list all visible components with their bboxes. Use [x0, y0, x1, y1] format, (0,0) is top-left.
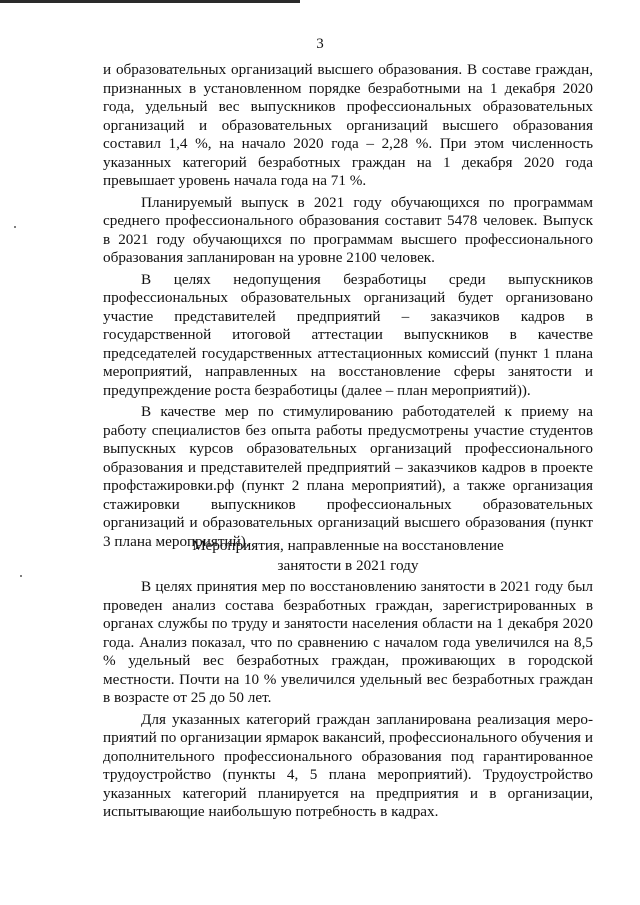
scan-speck [14, 226, 16, 228]
page-number: 3 [316, 36, 324, 52]
scan-speck [20, 575, 22, 577]
paragraph-continuation: и образовательных организаций высшего образования. В составе граждан, признанных в установленном порядке безработными на 1 декабря 2020 года, удельный вес выпускников профессиональных образовательных организаций и образовательных организаций высшего образования составил 1,4 %, на начало 2020 года – 2,28 %. При этом численность указанных категорий безработных граждан на 1 декабря 2020 года превышает уровень начала года на 71 %. [103, 61, 593, 189]
section-heading-line-1: Мероприятия, направленные на восстановление [192, 537, 504, 554]
section-heading-line-2: занятости в 2021 году [277, 557, 419, 574]
paragraph-unemployment-prevention: В целях недопущения безработицы среди выпускников профессиональных образовательных организаций будет организовано участие представителей предприятий – заказчиков кадров в государственной итоговой аттестации выпускников в качестве председателей государственных аттестационных комиссий (пункт 1 плана мероприятий, направленных на восстановление сферы занятости и предупреждение роста безработицы (далее – план мероприятий)). [103, 270, 593, 399]
paragraph-planned-measures: Для указанных категорий граждан запланирована реализация мероприятий по организации ярмарок вакансий, профессионального обучения и дополнительного профессионального образования под гарантированное трудоустройство (пункты 4, 5 плана мероприятий). Трудоустройство указанных категорий планируется на предприятия и в организации, испытывающие наибольшую потребность в кадрах. [103, 710, 593, 820]
paragraph-employer-incentives: В качестве мер по стимулированию работодателей к приему на работу специалистов без опыта работы предусмотрены участие студентов выпускных курсов образовательных организаций профессионального образования и представителей предприятий – заказчиков кадров в проекте профстажировки.рф (пункт 2 плана мероприятий), а также организация стажировки выпускников профессиональных образовательных организаций и образовательных организаций высшего образования (пункт 3 плана мероприятий). [103, 403, 593, 550]
paragraph-graduates-output: Планируемый выпуск в 2021 году обучающихся по программам среднего профессионального образования составит 5478 человек. Выпуск в 2021 году обучающихся по программам высшего профессионального образования запланирован на уровне 2100 человек. [103, 193, 593, 266]
scan-top-edge [0, 0, 300, 3]
body-text-top [103, 61, 593, 551]
paragraph-unemployed-analysis: В целях принятия мер по восстановлению занятости в 2021 году был проведен анализ состава безработных граждан, зарегистрированных в органах службы по труду и занятости населения области на 1 декабря 2020 года. Анализ показал, что по сравнению с началом года увеличился на 8,5 % удельный вес безработных граждан, проживающих в городской местности. Почти на 10 % увеличился удельный вес безработных граждан в возрасте от 25 до 50 лет. [103, 578, 593, 706]
body-text-bottom [103, 578, 593, 822]
section-heading [103, 536, 593, 576]
